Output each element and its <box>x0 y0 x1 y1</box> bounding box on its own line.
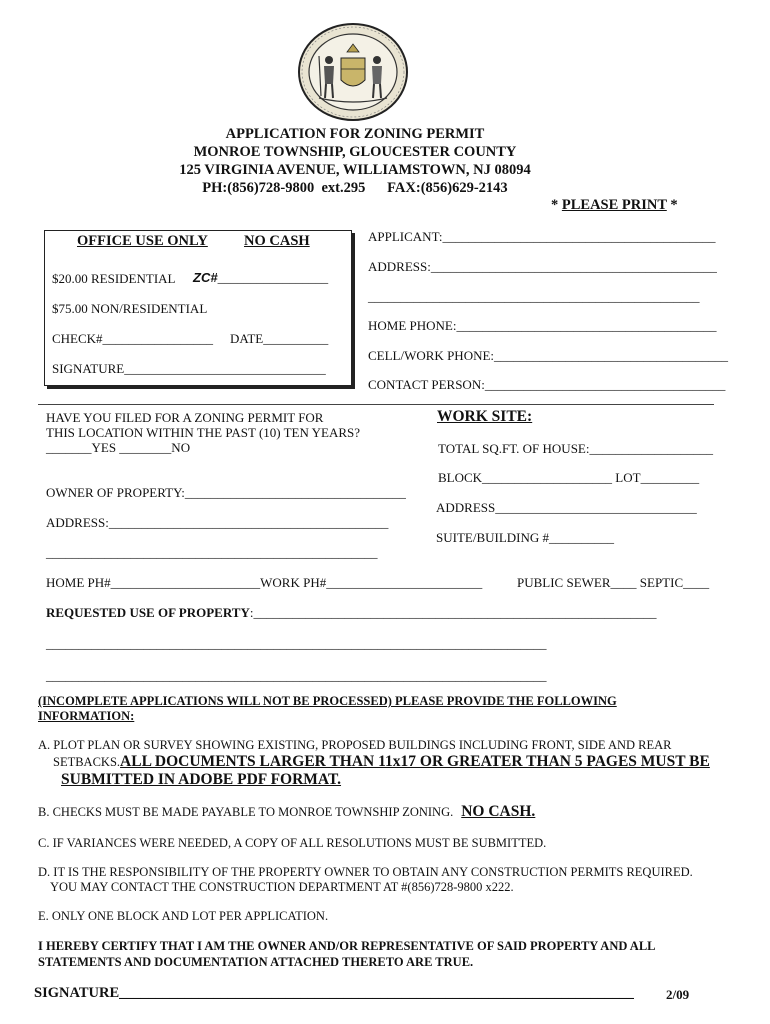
instruction-d-line2: YOU MAY CONTACT THE CONSTRUCTION DEPARTMENT AT #(856)728-9800 x222. <box>50 880 514 894</box>
cell-work-phone-field[interactable]: CELL/WORK PHONE:____________________________________ <box>368 348 729 363</box>
instruction-a-line2: SETBACKS.ALL DOCUMENTS LARGER THAN 11x17 OR GREATER THAN 5 PAGES MUST BE <box>53 753 710 770</box>
certification-line2: STATEMENTS AND DOCUMENTATION ATTACHED THERETO ARE TRUE. <box>38 955 474 969</box>
instruction-a-line1: A. PLOT PLAN OR SURVEY SHOWING EXISTING, PROPOSED BUILDINGS INCLUDING FRONT, SIDE AND REAR <box>38 738 672 752</box>
total-sqft-field[interactable]: TOTAL SQ.FT. OF HOUSE:___________________ <box>438 441 713 456</box>
applicant-signature-field[interactable]: SIGNATURE_______________________________________________________________________ <box>34 985 634 1001</box>
requested-use-line2[interactable]: _____________________________________________________________________________ <box>46 636 547 651</box>
certification-line1: I HEREBY CERTIFY THAT I AM THE OWNER AND/OR REPRESENTATIVE OF SAID PROPERTY AND ALL <box>38 939 656 953</box>
residential-fee: $20.00 RESIDENTIAL <box>52 271 176 286</box>
section-divider <box>38 404 714 405</box>
nonresidential-fee: $75.00 NON/RESIDENTIAL <box>52 301 208 316</box>
block-lot-field[interactable]: BLOCK____________________ LOT_________ <box>438 470 700 485</box>
no-cash-label: NO CASH <box>244 233 310 249</box>
previous-filing-question-line2: THIS LOCATION WITHIN THE PAST (10) TEN YEARS? <box>46 425 361 440</box>
instruction-b: B. CHECKS MUST BE MADE PAYABLE TO MONROE TOWNSHIP ZONING. NO CASH. <box>38 803 536 820</box>
zc-number-field[interactable]: ZC#_________________ <box>193 270 329 285</box>
instruction-a-line3: SUBMITTED IN ADOBE PDF FORMAT. <box>61 771 342 788</box>
owner-address-field[interactable]: ADDRESS:___________________________________________ <box>46 515 389 530</box>
suite-building-field[interactable]: SUITE/BUILDING #__________ <box>436 530 615 545</box>
office-signature-field[interactable]: SIGNATURE_______________________________ <box>52 361 326 376</box>
township-phone-fax: PH:(856)728-9800 ext.295 FAX:(856)629-2143 <box>202 180 508 196</box>
township-name: MONROE TOWNSHIP, GLOUCESTER COUNTY <box>193 144 517 160</box>
owner-address-line2[interactable]: ___________________________________________________ <box>46 545 378 560</box>
please-print-note: * PLEASE PRINT * <box>551 197 678 213</box>
township-address: 125 VIRGINIA AVENUE, WILLIAMSTOWN, NJ 08094 <box>179 162 531 178</box>
requested-use-field[interactable]: REQUESTED USE OF PROPERTY:______________________________________________________________ <box>46 605 657 620</box>
applicant-field[interactable]: APPLICANT:__________________________________________ <box>368 229 716 244</box>
yes-no-field[interactable]: _______YES ________NO <box>46 440 191 455</box>
owner-of-property-field[interactable]: OWNER OF PROPERTY:__________________________________ <box>46 485 406 500</box>
incomplete-warning-line1: (INCOMPLETE APPLICATIONS WILL NOT BE PROCESSED) PLEASE PROVIDE THE FOLLOWING <box>38 694 617 708</box>
office-date-field[interactable]: DATE__________ <box>230 331 329 346</box>
incomplete-warning-line2: INFORMATION: <box>38 709 135 723</box>
instruction-e: E. ONLY ONE BLOCK AND LOT PER APPLICATION. <box>38 909 329 923</box>
instruction-d-line1: D. IT IS THE RESPONSIBILITY OF THE PROPERTY OWNER TO OBTAIN ANY CONSTRUCTION PERMITS REQUIRED. <box>38 865 693 879</box>
work-site-heading: WORK SITE: <box>437 408 533 425</box>
instruction-c: C. IF VARIANCES WERE NEEDED, A COPY OF ALL RESOLUTIONS MUST BE SUBMITTED. <box>38 836 547 850</box>
sewer-septic-field[interactable]: PUBLIC SEWER____ SEPTIC____ <box>517 575 710 590</box>
applicant-address-field[interactable]: ADDRESS:____________________________________________ <box>368 259 717 274</box>
township-seal <box>297 22 409 122</box>
requested-use-line3[interactable]: _____________________________________________________________________________ <box>46 668 547 683</box>
owner-phones-field[interactable]: HOME PH#_______________________WORK PH#________________________ <box>46 575 483 590</box>
applicant-address-line2[interactable]: ___________________________________________________ <box>368 289 700 304</box>
previous-filing-question-line1: HAVE YOU FILED FOR A ZONING PERMIT FOR <box>46 410 324 425</box>
home-phone-field[interactable]: HOME PHONE:________________________________________ <box>368 318 717 333</box>
form-title: APPLICATION FOR ZONING PERMIT <box>225 126 485 142</box>
work-site-address-field[interactable]: ADDRESS_______________________________ <box>436 500 697 515</box>
form-version: 2/09 <box>666 987 690 1002</box>
contact-person-field[interactable]: CONTACT PERSON:_____________________________________ <box>368 377 726 392</box>
office-use-title: OFFICE USE ONLY <box>77 233 208 249</box>
check-number-field[interactable]: CHECK#_________________ <box>52 331 214 346</box>
